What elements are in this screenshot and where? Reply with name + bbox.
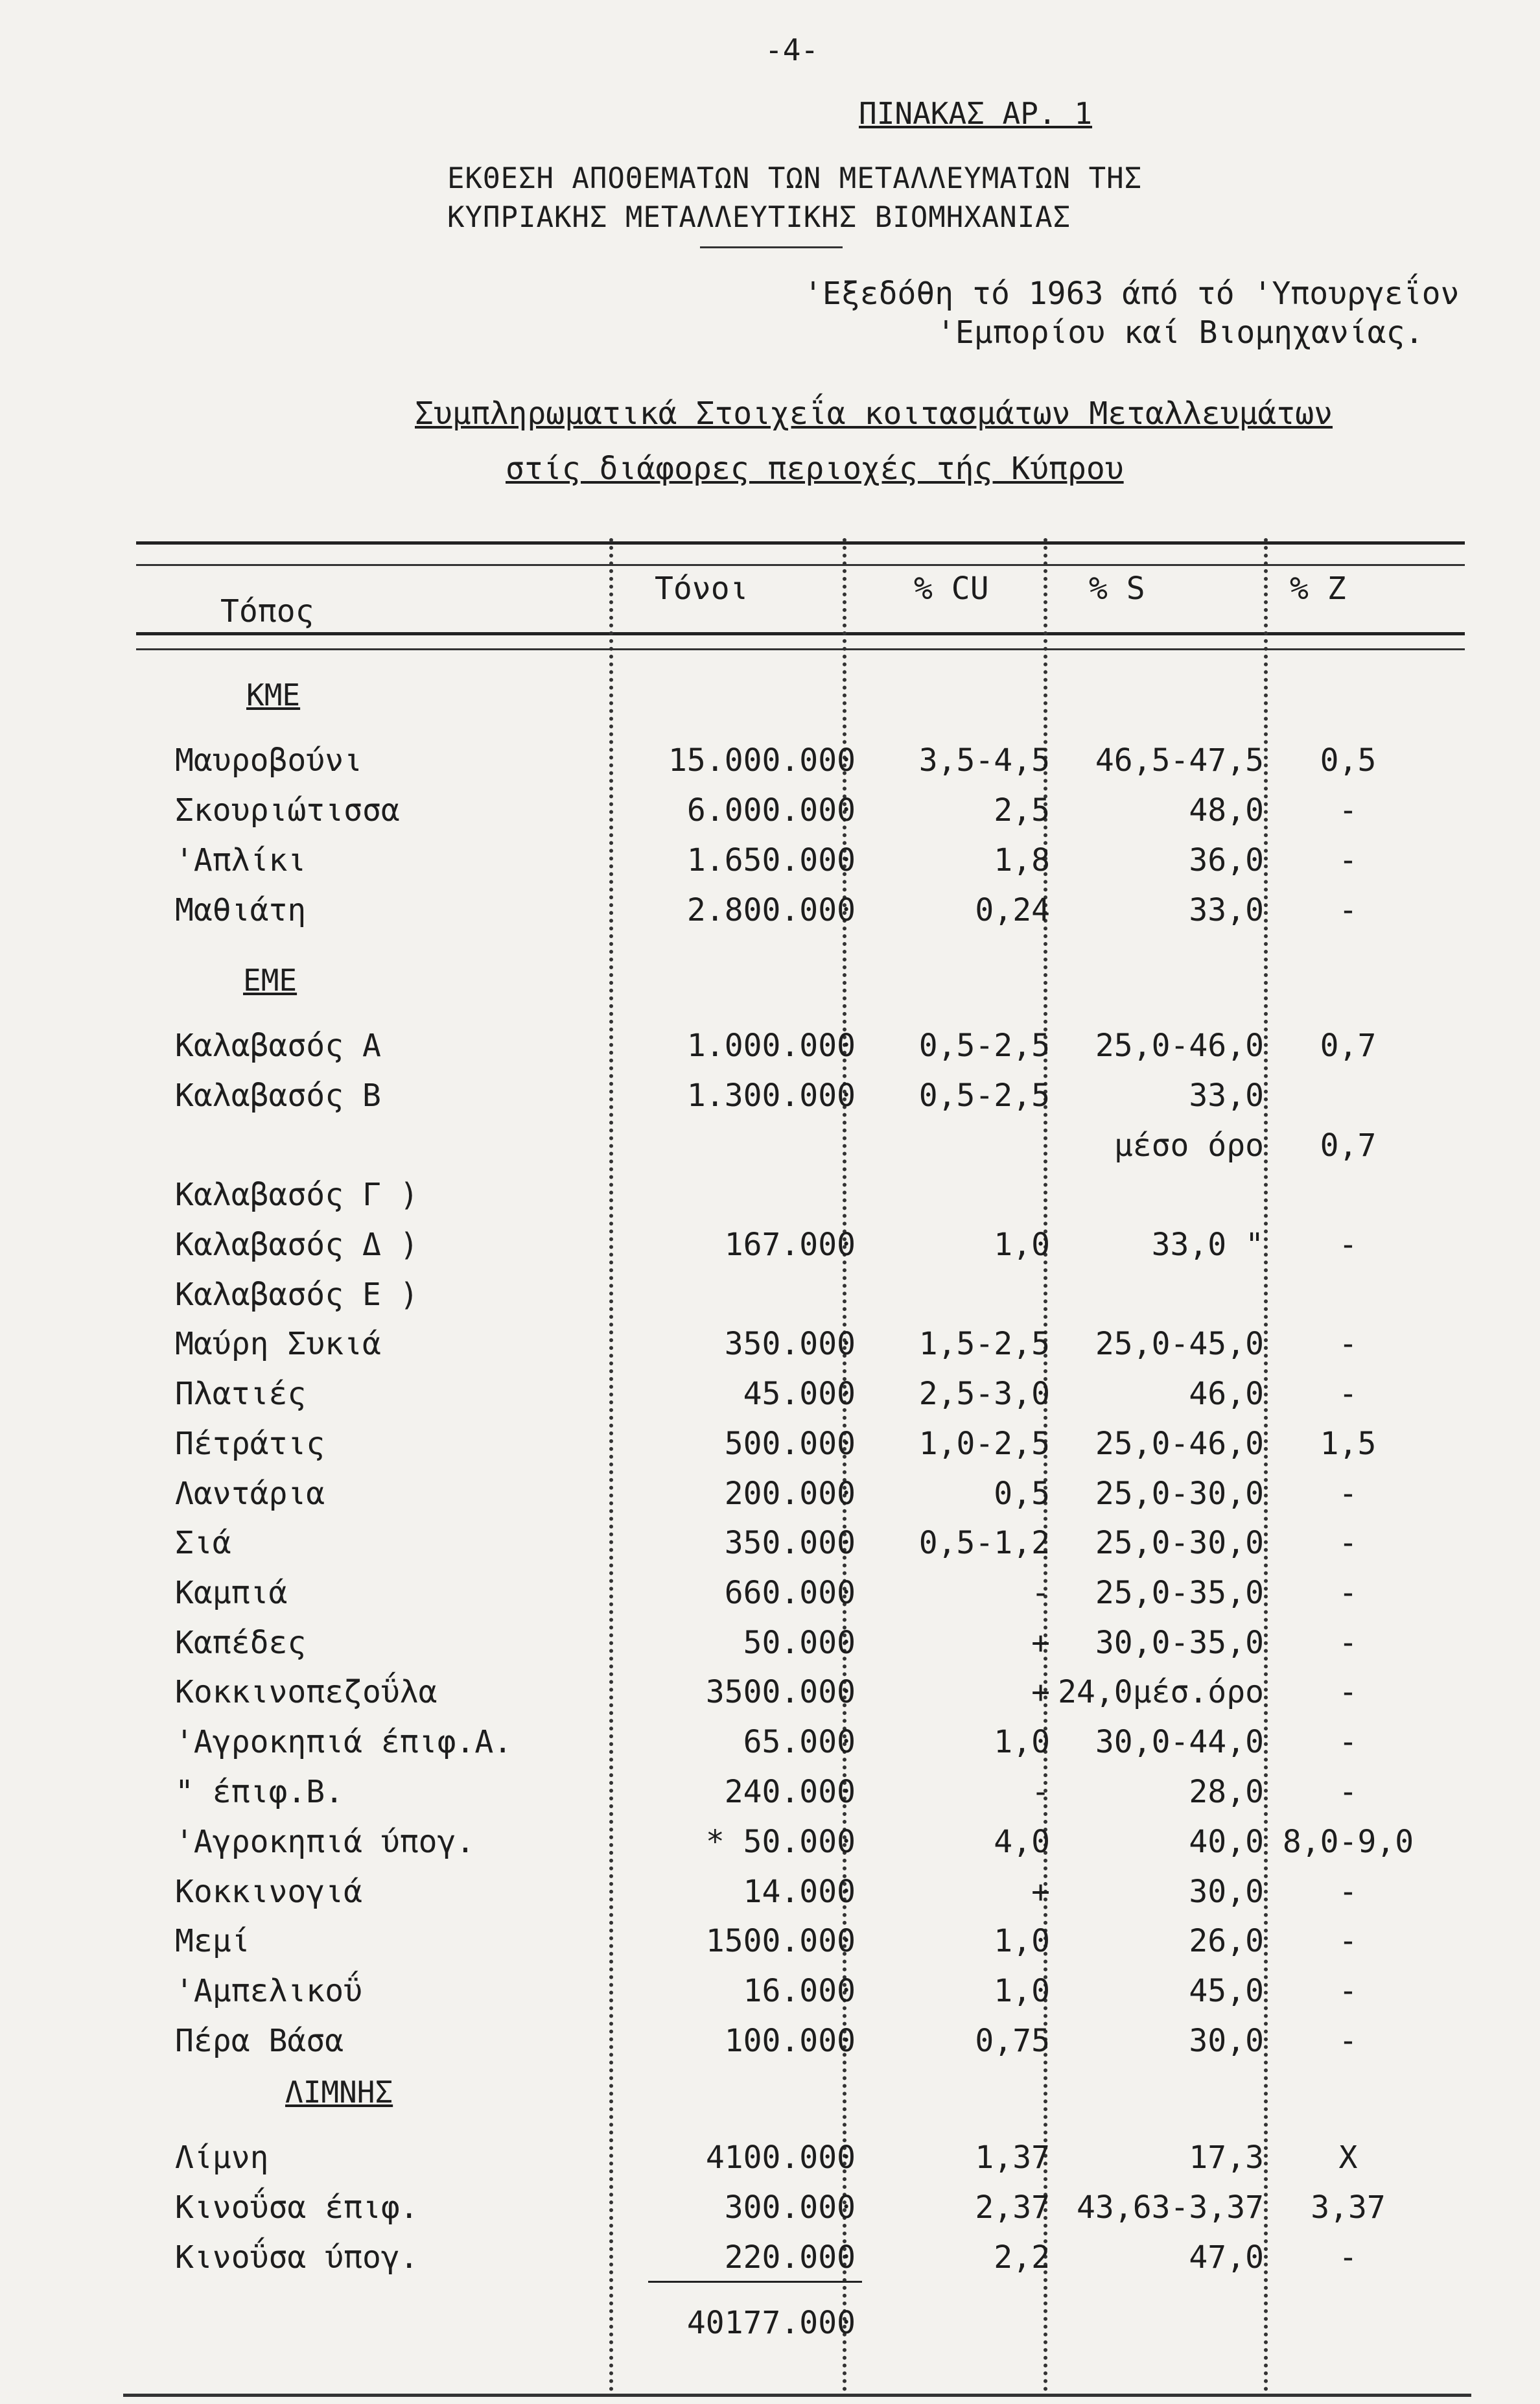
report-title-line1: ΕΚΘΕΣΗ ΑΠΟΘΕΜΑΤΩΝ ΤΩΝ ΜΕΤΑΛΛΕΥΜΑΤΩΝ ΤΗΣ	[447, 162, 1143, 195]
table-row	[0, 1426, 1540, 1467]
table-row	[0, 1874, 1540, 1915]
cell-place: " έπιφ.Β.	[175, 1774, 344, 1810]
cell-place: Λαντάρια	[175, 1476, 325, 1512]
cell-tons: 2.800.000	[686, 892, 856, 928]
cell-z: 0,7	[1320, 1028, 1377, 1064]
cell-s: 25,0-46,0	[1095, 1028, 1264, 1064]
cell-tons: * 50.000	[705, 1824, 856, 1860]
table-row	[0, 892, 1540, 934]
table-row	[0, 1774, 1540, 1815]
cell-s: 47,0	[1189, 2239, 1264, 2276]
cell-tons: 167.000	[724, 1227, 856, 1263]
cell-tons: 200.000	[724, 1476, 856, 1512]
cell-place: Μαθιάτη	[175, 892, 307, 928]
cell-z: 0,5	[1320, 742, 1377, 779]
cell-z: -	[1338, 1973, 1358, 2009]
total-underline	[648, 2281, 862, 2283]
cell-s: 30,0	[1189, 1874, 1264, 1910]
cell-place: 'Αγροκηπιά ύπογ.	[175, 1824, 475, 1860]
cell-z: -	[1338, 892, 1358, 928]
cell-tons: 1.000.000	[686, 1028, 856, 1064]
cell-s: 48,0	[1189, 792, 1264, 829]
cell-s: 17,3	[1189, 2139, 1264, 2176]
cell-s: μέσο όρο	[1114, 1127, 1264, 1164]
column-header-z: % Z	[1290, 571, 1346, 607]
table-row	[0, 1625, 1540, 1666]
cell-tons: 6.000.000	[686, 792, 856, 829]
cell-tons: 350.000	[724, 1525, 856, 1561]
cell-place: 'Αγροκηπιά έπιφ.Α.	[175, 1724, 513, 1760]
cell-tons: 3500.000	[705, 1674, 856, 1710]
summary-title-line1: Συμπληρωματικά Στοιχεΐα κοιτασμάτων Μεταλλευμάτων	[415, 395, 1333, 432]
cell-cu: 0,5	[994, 1476, 1050, 1512]
section-heading-eme: ΕΜΕ	[243, 963, 298, 998]
cell-cu: 0,5-1,2	[918, 1525, 1050, 1561]
cell-s: 46,0	[1189, 1376, 1264, 1412]
cell-place: Καμπιά	[175, 1575, 288, 1611]
table-row	[0, 1724, 1540, 1765]
cell-s: 25,0-30,0	[1095, 1525, 1264, 1561]
cell-tons: 14.000	[743, 1874, 856, 1910]
cell-tons: 220.000	[724, 2239, 856, 2276]
column-header-cu: % CU	[914, 571, 989, 607]
table-bottom-rule	[123, 2394, 1471, 2397]
cell-place: Πέτράτις	[175, 1426, 325, 1462]
cell-cu: 1,0	[994, 1923, 1050, 1959]
table-row	[0, 2239, 1540, 2281]
cell-s: 30,0-35,0	[1095, 1625, 1264, 1661]
cell-place: Κινοΰσα έπιφ.	[175, 2189, 419, 2226]
cell-place: Καλαβασός Β	[175, 1078, 381, 1114]
table-row	[0, 1326, 1540, 1367]
cell-cu: 2,5-3,0	[918, 1376, 1050, 1412]
cell-z: -	[1338, 842, 1358, 878]
table-row	[0, 1674, 1540, 1715]
total-tons: 40177.000	[686, 2305, 856, 2341]
table-row	[0, 1078, 1540, 1119]
table-row	[0, 792, 1540, 834]
cell-cu: 0,24	[975, 892, 1050, 928]
cell-s: 40,0	[1189, 1824, 1264, 1860]
cell-tons: 45.000	[743, 1376, 856, 1412]
table-row	[0, 2023, 1540, 2064]
cell-tons: 660.000	[724, 1575, 856, 1611]
cell-tons: 1500.000	[705, 1923, 856, 1959]
cell-place: Μεμί	[175, 1923, 250, 1959]
report-title-line2: ΚΥΠΡΙΑΚΗΣ ΜΕΤΑΛΛΕΥΤΙΚΗΣ ΒΙΟΜΗΧΑΝΙΑΣ	[447, 201, 1071, 234]
cell-place: 'Απλίκι	[175, 842, 307, 878]
cell-place: 'Αμπελικοΰ	[175, 1973, 362, 2009]
cell-z: -	[1338, 792, 1358, 829]
cell-z: -	[1338, 1774, 1358, 1810]
table-row	[0, 1923, 1540, 1964]
table-row	[0, 1376, 1540, 1417]
cell-place: Καλαβασός Α	[175, 1028, 381, 1064]
table-row	[0, 1177, 1540, 1218]
cell-z: -	[1338, 1923, 1358, 1959]
cell-z: 1,5	[1320, 1426, 1377, 1462]
cell-tons: 15.000.000	[668, 742, 856, 779]
cell-cu: 0,75	[975, 2023, 1050, 2059]
column-header-place: Τόπος	[220, 593, 314, 630]
cell-tons: 65.000	[743, 1724, 856, 1760]
cell-cu: 2,37	[975, 2189, 1050, 2226]
cell-place: Πλατιές	[175, 1376, 307, 1412]
table-row	[0, 1575, 1540, 1616]
cell-z: 8,0-9,0	[1282, 1824, 1414, 1860]
cell-tons: 500.000	[724, 1426, 856, 1462]
cell-place: Σκουριώτισσα	[175, 792, 400, 829]
cell-tons: 50.000	[743, 1625, 856, 1661]
table-row	[0, 2189, 1540, 2231]
cell-cu: 1,8	[994, 842, 1050, 878]
table-row	[0, 1476, 1540, 1517]
cell-place: Μαυροβούνι	[175, 742, 362, 779]
cell-place: Κοκκινογιά	[175, 1874, 362, 1910]
cell-place: Καλαβασός Δ )	[175, 1227, 419, 1263]
cell-cu: 1,0	[994, 1227, 1050, 1263]
source-line2: 'Εμπορίου καί Βιομηχανίας.	[937, 314, 1424, 351]
cell-cu: 3,5-4,5	[918, 742, 1050, 779]
cell-s: 43,63-3,37	[1077, 2189, 1264, 2226]
cell-place: Λίμνη	[175, 2139, 269, 2176]
cell-s: 24,0μέσ.όρο	[1058, 1674, 1264, 1710]
cell-cu: +	[1031, 1674, 1050, 1710]
cell-z: -	[1338, 2239, 1358, 2276]
table-row	[0, 1525, 1540, 1566]
cell-s: 46,5-47,5	[1095, 742, 1264, 779]
cell-tons: 4100.000	[705, 2139, 856, 2176]
cell-s: 30,0-44,0	[1095, 1724, 1264, 1760]
cell-tons: 1.650.000	[686, 842, 856, 878]
cell-tons: 16.000	[743, 1973, 856, 2009]
cell-place: Κοκκινοπεζοΰλα	[175, 1674, 438, 1710]
title-divider	[700, 246, 843, 248]
cell-cu: +	[1031, 1625, 1050, 1661]
cell-z: -	[1338, 1227, 1358, 1263]
cell-cu: 1,0	[994, 1973, 1050, 2009]
cell-cu: 4,0	[994, 1824, 1050, 1860]
table-row	[0, 1277, 1540, 1318]
cell-cu: 2,5	[994, 792, 1050, 829]
cell-z: -	[1338, 1476, 1358, 1512]
cell-z: 0,7	[1320, 1127, 1377, 1164]
table-row	[0, 1028, 1540, 1069]
cell-s: 25,0-30,0	[1095, 1476, 1264, 1512]
cell-place: Σιά	[175, 1525, 231, 1561]
cell-cu: -	[1031, 1774, 1050, 1810]
cell-s: 33,0	[1189, 1078, 1264, 1114]
cell-s: 25,0-45,0	[1095, 1326, 1264, 1362]
cell-place: Μαύρη Συκιά	[175, 1326, 381, 1362]
cell-s: 33,0	[1189, 892, 1264, 928]
cell-s: 33,0 "	[1151, 1227, 1264, 1263]
table-row	[0, 1824, 1540, 1865]
cell-s: 25,0-46,0	[1095, 1426, 1264, 1462]
cell-cu: 1,0-2,5	[918, 1426, 1050, 1462]
column-header-s: % S	[1089, 571, 1145, 607]
table-row	[0, 1227, 1540, 1268]
section-heading-kme: ΚΜΕ	[246, 678, 301, 713]
table-row	[0, 1127, 1540, 1169]
cell-s: 25,0-35,0	[1095, 1575, 1264, 1611]
cell-cu: 0,5-2,5	[918, 1078, 1050, 1114]
cell-place: Καλαβασός Ε )	[175, 1277, 419, 1313]
source-line1: 'Εξεδόθη τό 1963 άπό τό 'Υπουργεΐον	[804, 276, 1460, 312]
cell-place: Κινοΰσα ύπογ.	[175, 2239, 419, 2276]
cell-cu: +	[1031, 1874, 1050, 1910]
cell-tons: 1.300.000	[686, 1078, 856, 1114]
table-title: ΠΙΝΑΚΑΣ ΑΡ. 1	[859, 96, 1093, 131]
cell-cu: 2,2	[994, 2239, 1050, 2276]
cell-z: -	[1338, 1674, 1358, 1710]
cell-cu: 1,5-2,5	[918, 1326, 1050, 1362]
cell-z: -	[1338, 1376, 1358, 1412]
table-row	[0, 842, 1540, 884]
cell-place: Καλαβασός Γ )	[175, 1177, 419, 1213]
page-number: -4-	[765, 32, 819, 67]
summary-title-line2: στίς διάφορες περιοχές τής Κύπρου	[506, 451, 1124, 487]
cell-s: 36,0	[1189, 842, 1264, 878]
cell-z: 3,37	[1311, 2189, 1386, 2226]
cell-cu: 1,0	[994, 1724, 1050, 1760]
table-row	[0, 742, 1540, 784]
cell-z: -	[1338, 1724, 1358, 1760]
cell-tons: 240.000	[724, 1774, 856, 1810]
total-row	[0, 2305, 1540, 2346]
cell-place: Καπέδες	[175, 1625, 307, 1661]
cell-z: Χ	[1338, 2139, 1358, 2176]
cell-z: -	[1338, 1525, 1358, 1561]
table-row	[0, 2139, 1540, 2181]
cell-s: 26,0	[1189, 1923, 1264, 1959]
cell-z: -	[1338, 1625, 1358, 1661]
cell-tons: 300.000	[724, 2189, 856, 2226]
cell-cu: 0,5-2,5	[918, 1028, 1050, 1064]
cell-z: -	[1338, 1874, 1358, 1910]
cell-tons: 350.000	[724, 1326, 856, 1362]
cell-cu: -	[1031, 1575, 1050, 1611]
cell-s: 30,0	[1189, 2023, 1264, 2059]
cell-z: -	[1338, 2023, 1358, 2059]
table-row	[0, 1973, 1540, 2014]
cell-tons: 100.000	[724, 2023, 856, 2059]
cell-place: Πέρα Βάσα	[175, 2023, 344, 2059]
cell-z: -	[1338, 1575, 1358, 1611]
section-heading-limni: ΛΙΜΝΗΣ	[285, 2075, 393, 2110]
cell-z: -	[1338, 1326, 1358, 1362]
column-header-tons: Τόνοι	[655, 571, 749, 607]
cell-s: 28,0	[1189, 1774, 1264, 1810]
cell-s: 45,0	[1189, 1973, 1264, 2009]
cell-cu: 1,37	[975, 2139, 1050, 2176]
